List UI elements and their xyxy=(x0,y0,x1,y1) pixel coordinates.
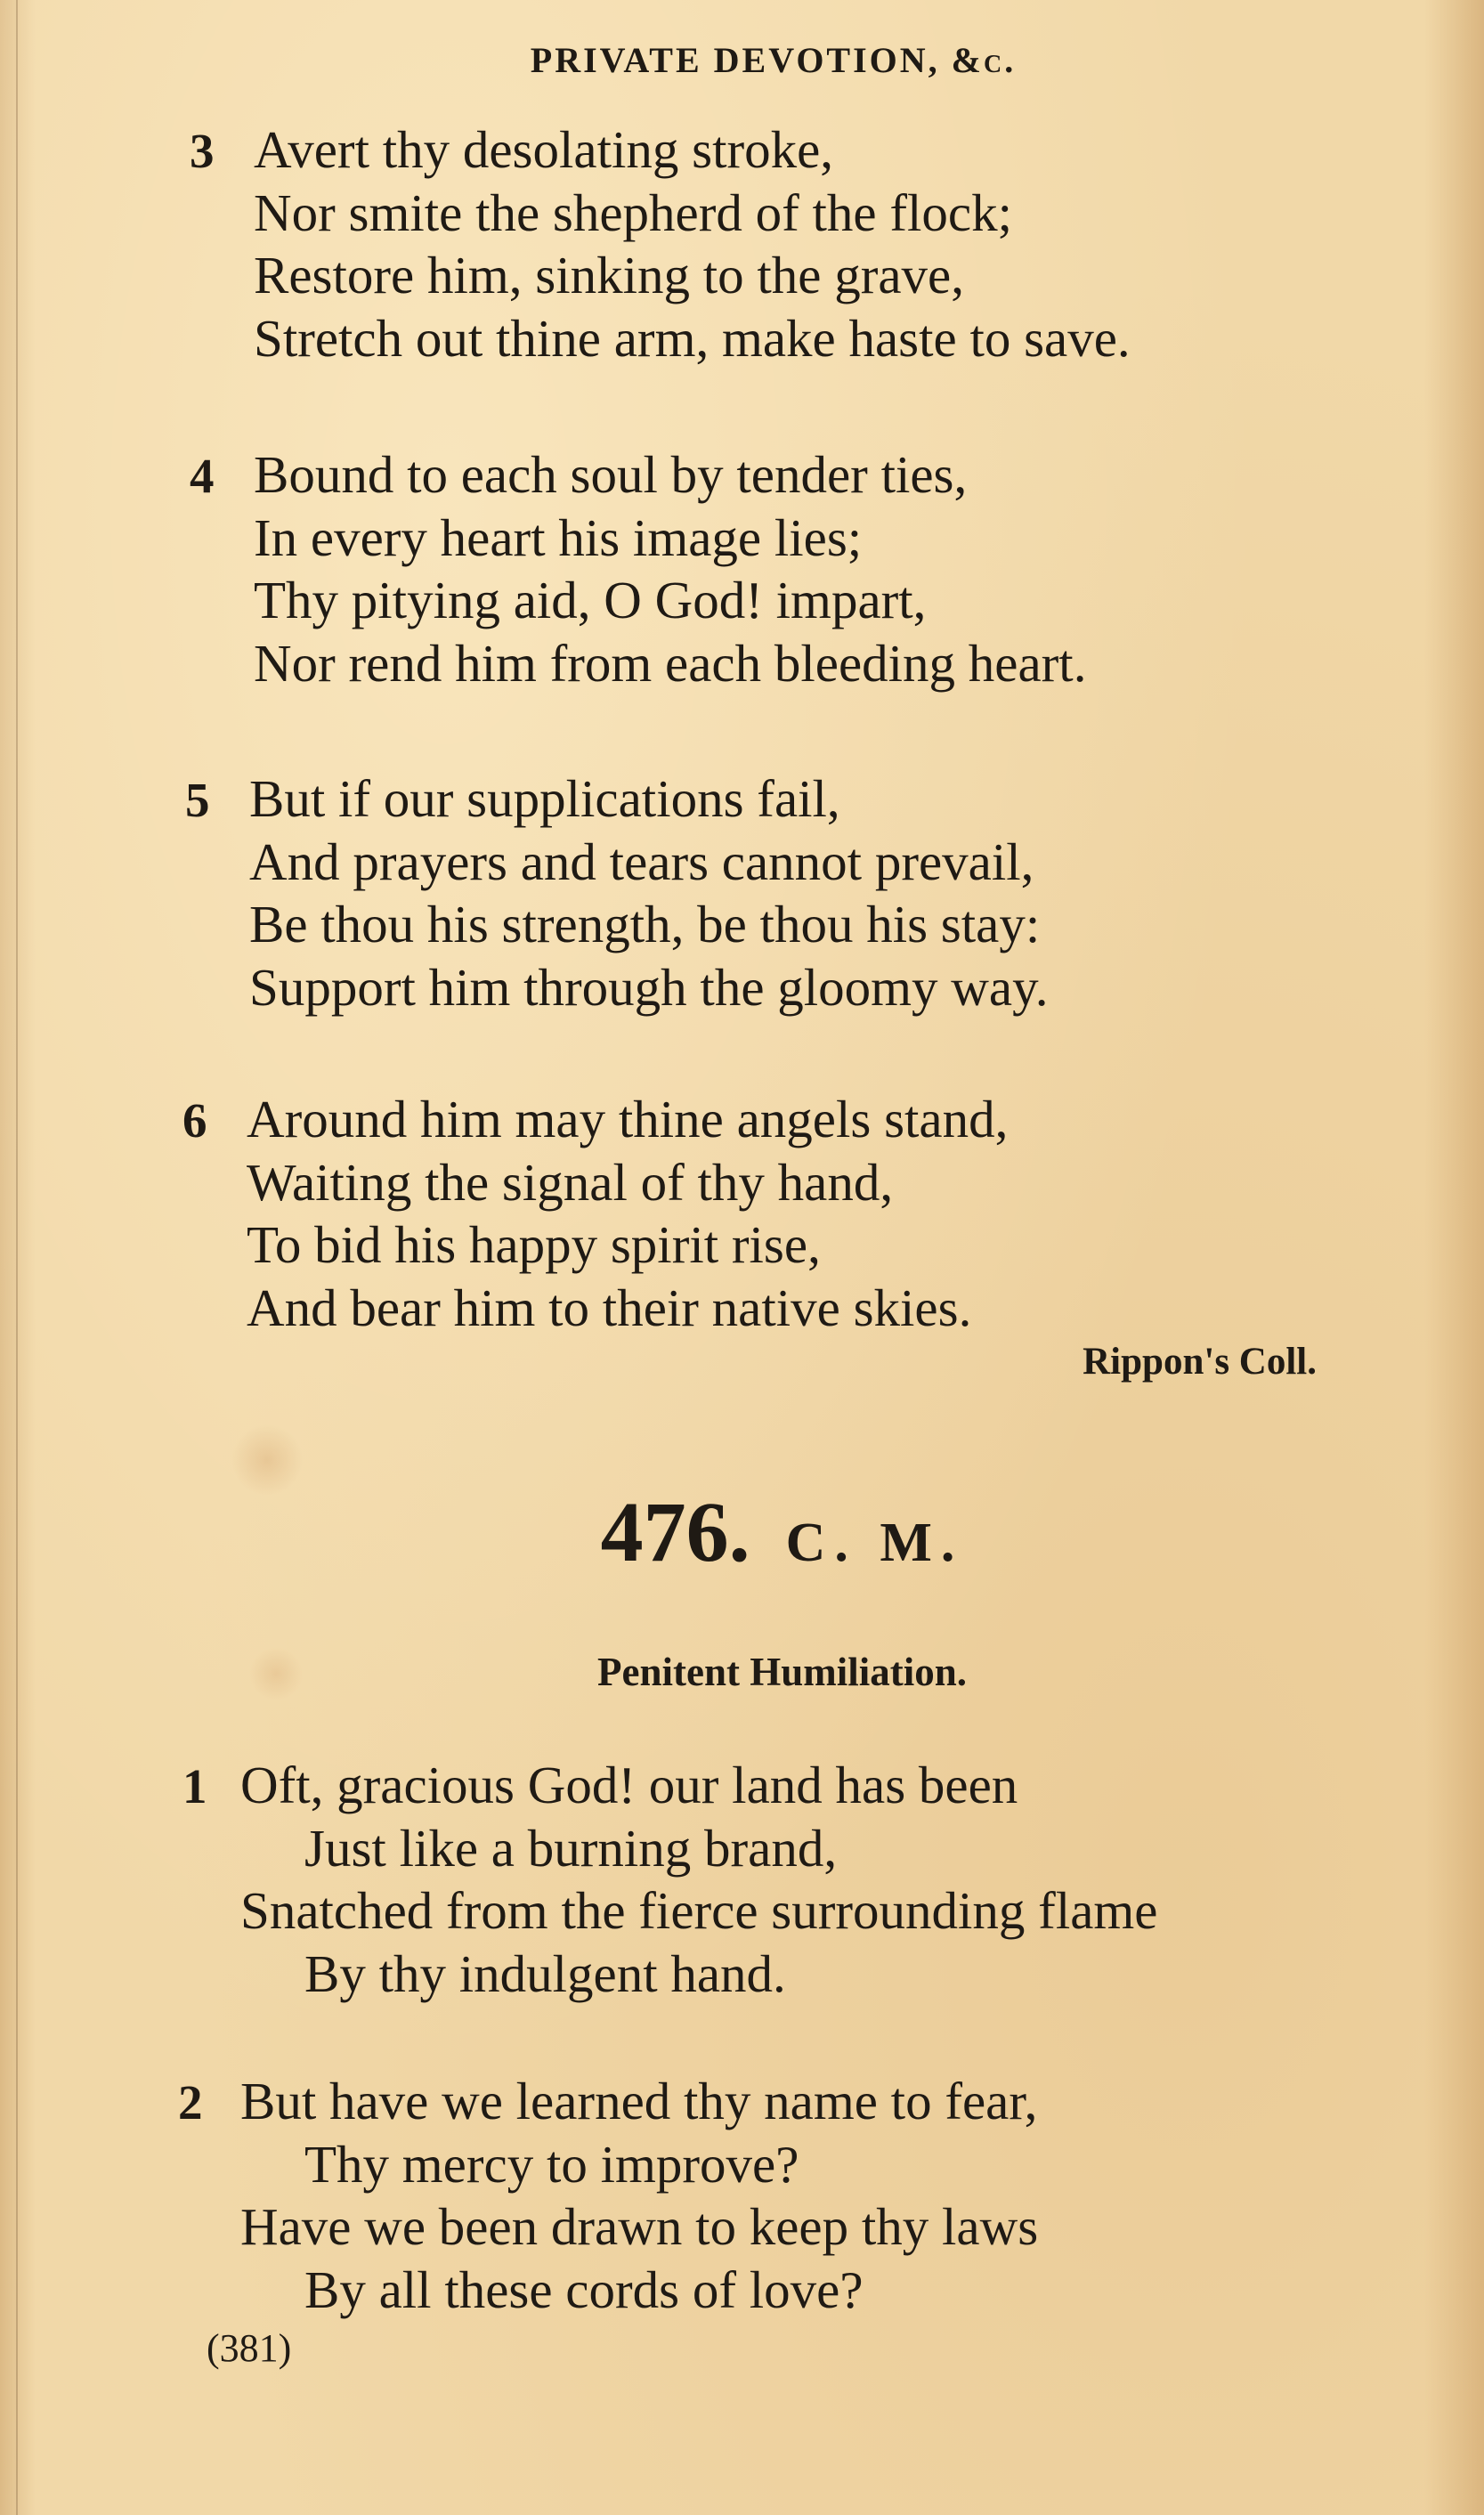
verse-line: Restore him, sinking to the grave, xyxy=(254,246,964,304)
verse-line: Support him through the gloomy way. xyxy=(249,957,1049,1017)
stanza xyxy=(190,443,1087,694)
verse-line: But if our supplications fail, xyxy=(249,769,840,828)
verse-line: And bear him to their native skies. xyxy=(247,1278,972,1337)
verse-line: To bid his happy spirit rise, xyxy=(247,1215,821,1274)
attribution: Rippon's Coll. xyxy=(1083,1341,1317,1383)
verse-line: Nor rend him from each bleeding heart. xyxy=(254,633,1087,693)
verse-line: Waiting the signal of thy hand, xyxy=(247,1152,894,1212)
hymn-meter: C. M. xyxy=(785,1513,964,1573)
verse-line: Oft, gracious God! our land has been xyxy=(240,1756,1018,1814)
verse-line: By all these cords of love? xyxy=(304,2259,864,2319)
stanza-number: 5 xyxy=(185,773,210,827)
verse-line: Bound to each soul by tender ties, xyxy=(254,445,968,504)
stanza-number: 3 xyxy=(190,124,215,178)
stanza xyxy=(182,1754,1158,2005)
stanza-number: 1 xyxy=(182,1759,207,1813)
stanza-number: 4 xyxy=(190,449,215,503)
stanza xyxy=(178,2070,1039,2321)
page-number: (381) xyxy=(207,2326,292,2370)
verse-line: Stretch out thine arm, make haste to save. xyxy=(254,308,1131,368)
verse-line: Avert thy desolating stroke, xyxy=(254,120,834,179)
verse-line: Be thou his strength, be thou his stay: xyxy=(249,895,1041,953)
stanza-number: 2 xyxy=(178,2075,203,2130)
stanza xyxy=(182,1088,1009,1339)
verse-line: And prayers and tears cannot prevail, xyxy=(249,832,1034,891)
hymn-subtitle: Penitent Humiliation. xyxy=(597,1650,967,1694)
verse-line: Thy mercy to improve? xyxy=(304,2134,799,2194)
stanza xyxy=(185,767,1049,1018)
verse-line: Have we been drawn to keep thy laws xyxy=(240,2197,1039,2256)
verse-line: Nor smite the shepherd of the flock; xyxy=(254,183,1012,242)
verse-line: Thy pitying aid, O God! impart, xyxy=(254,571,927,629)
verse-line: By thy indulgent hand. xyxy=(304,1943,786,2003)
verse-line: Around him may thine angels stand, xyxy=(247,1090,1009,1148)
stanza xyxy=(190,118,1131,369)
hymn-heading xyxy=(0,1482,1484,1581)
page-edge xyxy=(16,0,18,2515)
verse-line: Snatched from the fierce surrounding flame xyxy=(240,1881,1158,1940)
verse-line: Just like a burning brand, xyxy=(304,1818,838,1878)
verse-line: In every heart his image lies; xyxy=(254,507,863,567)
stanza-number: 6 xyxy=(182,1093,207,1148)
running-head: PRIVATE DEVOTION, &c. xyxy=(530,40,1017,80)
verse-line: But have we learned thy name to fear, xyxy=(240,2072,1038,2130)
hymn-number: 476. xyxy=(600,1484,750,1579)
